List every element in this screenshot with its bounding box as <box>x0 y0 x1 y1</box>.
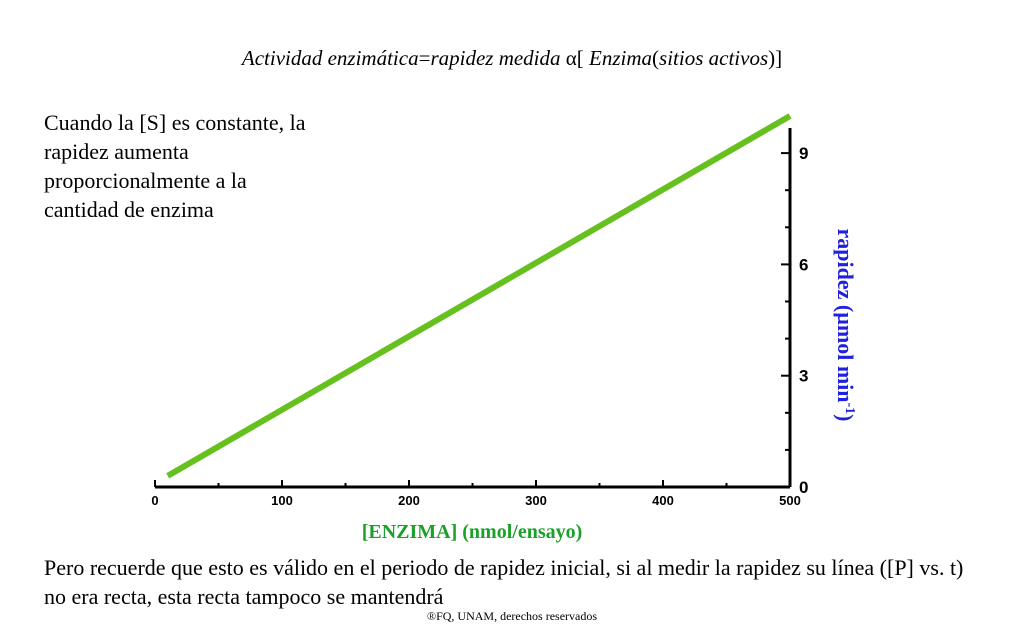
copyright: ®FQ, UNAM, derechos reservados <box>426 609 598 623</box>
y-tick-label: 6 <box>799 255 809 275</box>
formula-right-paren: ) <box>768 46 776 70</box>
formula-equals: = <box>418 46 431 70</box>
formula-left-bracket: [ <box>576 46 584 70</box>
x-tick-label: 300 <box>525 493 547 508</box>
formula-lhs: Actividad enzimática <box>241 46 419 70</box>
x-tick-label: 400 <box>652 493 674 508</box>
bottom-note: Pero recuerde que esto es válido en el periodo de rapidez inicial, si al medir la rapidez su línea ([P] vs. t) no era recta, esta recta tampoco se mantendrá <box>44 555 964 609</box>
y-axis-label-main: rapidez (µmol min <box>833 228 858 403</box>
formula-rhs: rapidez medida <box>430 46 561 70</box>
formula-inner: Enzima <box>583 46 653 70</box>
y-axis-label-close: ) <box>833 414 858 422</box>
formula-paren-content: sitios activos <box>659 46 769 70</box>
x-tick-label: 0 <box>151 493 159 508</box>
x-tick-label: 200 <box>398 493 420 508</box>
formula-alpha: α <box>565 46 577 70</box>
formula-right-bracket: ] <box>775 46 783 70</box>
side-explanation: Cuando la [S] es constante, la rapidez aumenta proporcionalmente a la cantidad de enzima <box>44 110 306 222</box>
y-tick-label: 0 <box>799 478 809 497</box>
x-axis-label: [ENZIMA] (nmol/ensayo) <box>361 521 583 543</box>
y-tick-label: 9 <box>799 144 809 164</box>
formula-left-paren: ( <box>652 46 660 70</box>
x-tick-label: 100 <box>271 493 293 508</box>
x-tick-label: 500 <box>779 493 801 508</box>
y-tick-label: 3 <box>799 366 809 386</box>
series-line <box>168 116 790 476</box>
y-axis-label <box>833 229 858 422</box>
y-axis-label-superscript: -1 <box>842 402 857 415</box>
